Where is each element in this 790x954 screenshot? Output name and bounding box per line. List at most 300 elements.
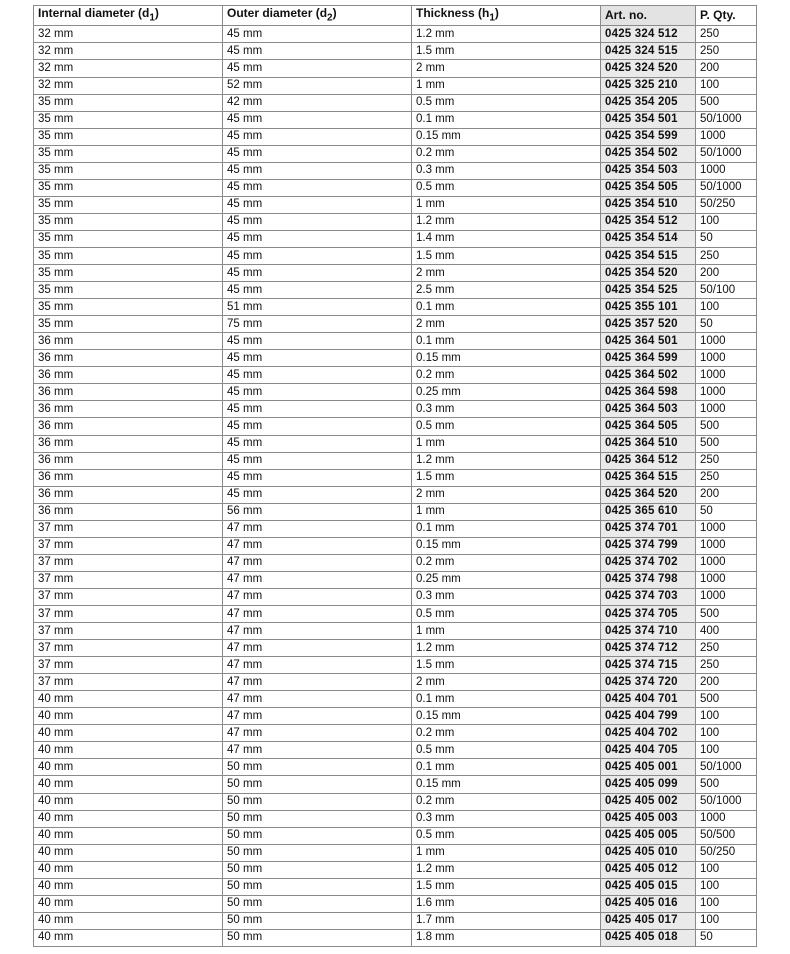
thickness-cell: 1.2 mm: [412, 26, 601, 43]
art-no-cell: 0425 354 205: [601, 94, 696, 111]
pack-qty-cell: 1000: [696, 350, 757, 367]
internal-diameter-cell: 36 mm: [34, 350, 223, 367]
art-no-cell: 0425 374 702: [601, 554, 696, 571]
art-no-cell: 0425 404 799: [601, 708, 696, 725]
table-row: [34, 265, 757, 282]
outer-diameter-cell: 45 mm: [223, 111, 412, 128]
art-no-cell: 0425 354 505: [601, 179, 696, 196]
art-no-cell: 0425 325 210: [601, 77, 696, 94]
outer-diameter-cell: 50 mm: [223, 929, 412, 946]
thickness-cell: 0.5 mm: [412, 742, 601, 759]
pack-qty-cell: 200: [696, 265, 757, 282]
pack-qty-cell: 500: [696, 418, 757, 435]
art-no-cell: 0425 364 502: [601, 367, 696, 384]
outer-diameter-cell: 50 mm: [223, 844, 412, 861]
thickness-cell: 2 mm: [412, 265, 601, 282]
internal-diameter-cell: 35 mm: [34, 94, 223, 111]
art-no-cell: 0425 405 002: [601, 793, 696, 810]
internal-diameter-cell: 40 mm: [34, 725, 223, 742]
outer-diameter-cell: 47 mm: [223, 742, 412, 759]
thickness-cell: 1.5 mm: [412, 43, 601, 60]
pack-qty-cell: 1000: [696, 384, 757, 401]
table-row: [34, 912, 757, 929]
thickness-cell: 0.1 mm: [412, 111, 601, 128]
pack-qty-cell: 250: [696, 469, 757, 486]
outer-diameter-cell: 45 mm: [223, 43, 412, 60]
table-row: [34, 827, 757, 844]
internal-diameter-cell: 37 mm: [34, 657, 223, 674]
outer-diameter-cell: 45 mm: [223, 282, 412, 299]
thickness-cell: 0.15 mm: [412, 537, 601, 554]
outer-diameter-cell: 45 mm: [223, 213, 412, 230]
thickness-cell: 0.1 mm: [412, 299, 601, 316]
art-no-cell: 0425 374 712: [601, 640, 696, 657]
pack-qty-cell: 100: [696, 861, 757, 878]
outer-diameter-cell: 47 mm: [223, 605, 412, 622]
pack-qty-cell: 200: [696, 674, 757, 691]
outer-diameter-cell: 50 mm: [223, 793, 412, 810]
outer-diameter-cell: 45 mm: [223, 367, 412, 384]
art-no-cell: 0425 364 599: [601, 350, 696, 367]
outer-diameter-cell: 47 mm: [223, 571, 412, 588]
outer-diameter-cell: 50 mm: [223, 776, 412, 793]
pack-qty-cell: 1000: [696, 520, 757, 537]
table-row: [34, 878, 757, 895]
table-row: [34, 230, 757, 247]
table-row: [34, 196, 757, 213]
internal-diameter-cell: 35 mm: [34, 265, 223, 282]
internal-diameter-cell: 32 mm: [34, 77, 223, 94]
table-row: [34, 537, 757, 554]
table-row: [34, 708, 757, 725]
table-row: [34, 674, 757, 691]
table-row: [34, 128, 757, 145]
pack-qty-cell: 50/1000: [696, 111, 757, 128]
table-row: [34, 145, 757, 162]
art-no-cell: 0425 374 715: [601, 657, 696, 674]
outer-diameter-cell: 45 mm: [223, 435, 412, 452]
internal-diameter-cell: 36 mm: [34, 401, 223, 418]
thickness-cell: 0.3 mm: [412, 588, 601, 605]
internal-diameter-cell: 40 mm: [34, 929, 223, 946]
pack-qty-cell: 250: [696, 26, 757, 43]
table-row: [34, 43, 757, 60]
thickness-cell: 1.7 mm: [412, 912, 601, 929]
thickness-cell: 0.15 mm: [412, 708, 601, 725]
thickness-cell: 0.5 mm: [412, 94, 601, 111]
table-row: [34, 94, 757, 111]
thickness-cell: 0.2 mm: [412, 367, 601, 384]
art-no-cell: 0425 364 520: [601, 486, 696, 503]
art-no-cell: 0425 405 017: [601, 912, 696, 929]
thickness-cell: 1 mm: [412, 196, 601, 213]
pack-qty-cell: 1000: [696, 554, 757, 571]
table-row: [34, 469, 757, 486]
pack-qty-cell: 500: [696, 605, 757, 622]
art-no-cell: 0425 364 510: [601, 435, 696, 452]
art-no-cell: 0425 354 510: [601, 196, 696, 213]
thickness-cell: 2 mm: [412, 674, 601, 691]
internal-diameter-cell: 36 mm: [34, 486, 223, 503]
thickness-cell: 1 mm: [412, 503, 601, 520]
pack-qty-cell: 50/250: [696, 844, 757, 861]
internal-diameter-cell: 35 mm: [34, 282, 223, 299]
outer-diameter-cell: 47 mm: [223, 588, 412, 605]
outer-diameter-cell: 45 mm: [223, 128, 412, 145]
art-no-cell: 0425 354 503: [601, 162, 696, 179]
thickness-cell: 1.2 mm: [412, 452, 601, 469]
pack-qty-cell: 250: [696, 248, 757, 265]
product-table: [33, 5, 757, 947]
internal-diameter-cell: 32 mm: [34, 26, 223, 43]
internal-diameter-cell: 40 mm: [34, 742, 223, 759]
pack-qty-cell: 500: [696, 435, 757, 452]
art-no-cell: 0425 364 515: [601, 469, 696, 486]
pack-qty-cell: 50/1000: [696, 179, 757, 196]
pack-qty-cell: 200: [696, 60, 757, 77]
art-no-cell: 0425 354 501: [601, 111, 696, 128]
pack-qty-cell: 100: [696, 725, 757, 742]
header-pack-qty: P. Qty.: [696, 6, 757, 26]
outer-diameter-cell: 50 mm: [223, 912, 412, 929]
table-row: [34, 60, 757, 77]
pack-qty-cell: 250: [696, 640, 757, 657]
art-no-cell: 0425 324 515: [601, 43, 696, 60]
internal-diameter-cell: 36 mm: [34, 333, 223, 350]
art-no-cell: 0425 355 101: [601, 299, 696, 316]
art-no-cell: 0425 405 012: [601, 861, 696, 878]
internal-diameter-cell: 40 mm: [34, 793, 223, 810]
thickness-cell: 0.1 mm: [412, 759, 601, 776]
thickness-cell: 1 mm: [412, 844, 601, 861]
outer-diameter-cell: 45 mm: [223, 452, 412, 469]
thickness-cell: 0.5 mm: [412, 827, 601, 844]
outer-diameter-cell: 45 mm: [223, 26, 412, 43]
art-no-cell: 0425 364 505: [601, 418, 696, 435]
thickness-cell: 0.2 mm: [412, 793, 601, 810]
thickness-cell: 2.5 mm: [412, 282, 601, 299]
internal-diameter-cell: 37 mm: [34, 571, 223, 588]
art-no-cell: 0425 374 798: [601, 571, 696, 588]
pack-qty-cell: 50/1000: [696, 759, 757, 776]
thickness-cell: 0.2 mm: [412, 554, 601, 571]
table-row: [34, 844, 757, 861]
art-no-cell: 0425 357 520: [601, 316, 696, 333]
internal-diameter-cell: 35 mm: [34, 179, 223, 196]
table-row: [34, 213, 757, 230]
art-no-cell: 0425 364 501: [601, 333, 696, 350]
thickness-cell: 1.6 mm: [412, 895, 601, 912]
pack-qty-cell: 1000: [696, 588, 757, 605]
thickness-cell: 0.25 mm: [412, 384, 601, 401]
thickness-cell: 1.2 mm: [412, 861, 601, 878]
pack-qty-cell: 100: [696, 912, 757, 929]
header-art-no: Art. no.: [601, 6, 696, 26]
internal-diameter-cell: 35 mm: [34, 230, 223, 247]
table-row: [34, 929, 757, 946]
art-no-cell: 0425 374 720: [601, 674, 696, 691]
internal-diameter-cell: 40 mm: [34, 810, 223, 827]
header-outer-diameter: Outer diameter $(d_2)$: [223, 6, 412, 26]
table-row: [34, 179, 757, 196]
internal-diameter-cell: 40 mm: [34, 827, 223, 844]
table-row: [34, 486, 757, 503]
internal-diameter-cell: 32 mm: [34, 43, 223, 60]
outer-diameter-cell: 45 mm: [223, 162, 412, 179]
internal-diameter-cell: 37 mm: [34, 674, 223, 691]
table-row: [34, 640, 757, 657]
pack-qty-cell: 50: [696, 316, 757, 333]
table-row: [34, 810, 757, 827]
pack-qty-cell: 500: [696, 691, 757, 708]
art-no-cell: 0425 405 010: [601, 844, 696, 861]
pack-qty-cell: 1000: [696, 401, 757, 418]
art-no-cell: 0425 354 520: [601, 265, 696, 282]
art-no-cell: 0425 354 502: [601, 145, 696, 162]
art-no-cell: 0425 354 512: [601, 213, 696, 230]
table-row: [34, 401, 757, 418]
pack-qty-cell: 200: [696, 486, 757, 503]
pack-qty-cell: 100: [696, 77, 757, 94]
internal-diameter-cell: 35 mm: [34, 111, 223, 128]
thickness-cell: 0.5 mm: [412, 418, 601, 435]
thickness-cell: 1.5 mm: [412, 469, 601, 486]
table-row: [34, 605, 757, 622]
internal-diameter-cell: 36 mm: [34, 503, 223, 520]
table-row: [34, 623, 757, 640]
pack-qty-cell: 250: [696, 452, 757, 469]
outer-diameter-cell: 45 mm: [223, 350, 412, 367]
pack-qty-cell: 50/500: [696, 827, 757, 844]
pack-qty-cell: 100: [696, 213, 757, 230]
table-row: [34, 333, 757, 350]
outer-diameter-cell: 50 mm: [223, 878, 412, 895]
thickness-cell: 1.5 mm: [412, 878, 601, 895]
pack-qty-cell: 1000: [696, 333, 757, 350]
table-row: [34, 895, 757, 912]
pack-qty-cell: 50/100: [696, 282, 757, 299]
table-row: [34, 554, 757, 571]
table-row: [34, 282, 757, 299]
outer-diameter-cell: 45 mm: [223, 401, 412, 418]
pack-qty-cell: 100: [696, 742, 757, 759]
outer-diameter-cell: 50 mm: [223, 810, 412, 827]
internal-diameter-cell: 40 mm: [34, 708, 223, 725]
thickness-cell: 0.1 mm: [412, 333, 601, 350]
thickness-cell: 1.5 mm: [412, 248, 601, 265]
art-no-cell: 0425 364 512: [601, 452, 696, 469]
table-row: [34, 248, 757, 265]
pack-qty-cell: 500: [696, 776, 757, 793]
thickness-cell: 0.1 mm: [412, 520, 601, 537]
outer-diameter-cell: 45 mm: [223, 179, 412, 196]
art-no-cell: 0425 404 705: [601, 742, 696, 759]
outer-diameter-cell: 47 mm: [223, 554, 412, 571]
table-row: [34, 316, 757, 333]
table-row: [34, 759, 757, 776]
outer-diameter-cell: 45 mm: [223, 418, 412, 435]
pack-qty-cell: 500: [696, 94, 757, 111]
table-row: [34, 367, 757, 384]
table-row: [34, 793, 757, 810]
pack-qty-cell: 50/250: [696, 196, 757, 213]
internal-diameter-cell: 35 mm: [34, 248, 223, 265]
art-no-cell: 0425 354 515: [601, 248, 696, 265]
thickness-cell: 2 mm: [412, 316, 601, 333]
art-no-cell: 0425 404 702: [601, 725, 696, 742]
outer-diameter-cell: 45 mm: [223, 230, 412, 247]
thickness-cell: 1.4 mm: [412, 230, 601, 247]
thickness-cell: 0.3 mm: [412, 401, 601, 418]
internal-diameter-cell: 40 mm: [34, 861, 223, 878]
internal-diameter-cell: 35 mm: [34, 128, 223, 145]
pack-qty-cell: 250: [696, 657, 757, 674]
internal-diameter-cell: 37 mm: [34, 623, 223, 640]
thickness-cell: 0.15 mm: [412, 776, 601, 793]
outer-diameter-cell: 47 mm: [223, 674, 412, 691]
internal-diameter-cell: 37 mm: [34, 537, 223, 554]
internal-diameter-cell: 35 mm: [34, 299, 223, 316]
table-row: [34, 725, 757, 742]
outer-diameter-cell: 47 mm: [223, 520, 412, 537]
outer-diameter-cell: 42 mm: [223, 94, 412, 111]
pack-qty-cell: 1000: [696, 162, 757, 179]
thickness-cell: 0.2 mm: [412, 725, 601, 742]
art-no-cell: 0425 374 701: [601, 520, 696, 537]
pack-qty-cell: 1000: [696, 810, 757, 827]
table-row: [34, 571, 757, 588]
outer-diameter-cell: 45 mm: [223, 469, 412, 486]
internal-diameter-cell: 40 mm: [34, 691, 223, 708]
art-no-cell: 0425 405 018: [601, 929, 696, 946]
thickness-cell: 1 mm: [412, 77, 601, 94]
art-no-cell: 0425 405 099: [601, 776, 696, 793]
thickness-cell: 1 mm: [412, 435, 601, 452]
thickness-cell: 2 mm: [412, 486, 601, 503]
internal-diameter-cell: 35 mm: [34, 162, 223, 179]
internal-diameter-cell: 40 mm: [34, 878, 223, 895]
outer-diameter-cell: 45 mm: [223, 60, 412, 77]
outer-diameter-cell: 45 mm: [223, 486, 412, 503]
outer-diameter-cell: 45 mm: [223, 248, 412, 265]
internal-diameter-cell: 36 mm: [34, 452, 223, 469]
pack-qty-cell: 1000: [696, 537, 757, 554]
pack-qty-cell: 100: [696, 895, 757, 912]
header-row: [34, 6, 757, 26]
pack-qty-cell: 100: [696, 299, 757, 316]
thickness-cell: 0.5 mm: [412, 179, 601, 196]
thickness-cell: 0.5 mm: [412, 605, 601, 622]
thickness-cell: 1.8 mm: [412, 929, 601, 946]
table-row: [34, 162, 757, 179]
table-row: [34, 776, 757, 793]
table-row: [34, 657, 757, 674]
pack-qty-cell: 50: [696, 230, 757, 247]
table-row: [34, 742, 757, 759]
pack-qty-cell: 100: [696, 708, 757, 725]
table-row: [34, 299, 757, 316]
outer-diameter-cell: 45 mm: [223, 333, 412, 350]
outer-diameter-cell: 47 mm: [223, 691, 412, 708]
table-row: [34, 350, 757, 367]
pack-qty-cell: 50/1000: [696, 793, 757, 810]
internal-diameter-cell: 36 mm: [34, 435, 223, 452]
thickness-cell: 1.2 mm: [412, 640, 601, 657]
art-no-cell: 0425 404 701: [601, 691, 696, 708]
table-row: [34, 503, 757, 520]
outer-diameter-cell: 75 mm: [223, 316, 412, 333]
internal-diameter-cell: 37 mm: [34, 640, 223, 657]
thickness-cell: 0.15 mm: [412, 128, 601, 145]
outer-diameter-cell: 50 mm: [223, 861, 412, 878]
thickness-cell: 0.1 mm: [412, 691, 601, 708]
outer-diameter-cell: 47 mm: [223, 623, 412, 640]
thickness-cell: 0.2 mm: [412, 145, 601, 162]
internal-diameter-cell: 36 mm: [34, 367, 223, 384]
pack-qty-cell: 1000: [696, 571, 757, 588]
art-no-cell: 0425 354 599: [601, 128, 696, 145]
art-no-cell: 0425 374 799: [601, 537, 696, 554]
thickness-cell: 1 mm: [412, 623, 601, 640]
outer-diameter-cell: 50 mm: [223, 895, 412, 912]
outer-diameter-cell: 45 mm: [223, 196, 412, 213]
art-no-cell: 0425 324 520: [601, 60, 696, 77]
thickness-cell: 0.3 mm: [412, 162, 601, 179]
outer-diameter-cell: 47 mm: [223, 537, 412, 554]
outer-diameter-cell: 47 mm: [223, 640, 412, 657]
internal-diameter-cell: 37 mm: [34, 588, 223, 605]
outer-diameter-cell: 50 mm: [223, 827, 412, 844]
internal-diameter-cell: 36 mm: [34, 384, 223, 401]
header-thickness: Thickness $(h_1)$: [412, 6, 601, 26]
thickness-cell: 1.2 mm: [412, 213, 601, 230]
internal-diameter-cell: 32 mm: [34, 60, 223, 77]
art-no-cell: 0425 405 015: [601, 878, 696, 895]
thickness-cell: 1.5 mm: [412, 657, 601, 674]
internal-diameter-cell: 36 mm: [34, 469, 223, 486]
pack-qty-cell: 1000: [696, 128, 757, 145]
art-no-cell: 0425 354 514: [601, 230, 696, 247]
pack-qty-cell: 100: [696, 878, 757, 895]
internal-diameter-cell: 37 mm: [34, 605, 223, 622]
pack-qty-cell: 50/1000: [696, 145, 757, 162]
art-no-cell: 0425 405 005: [601, 827, 696, 844]
art-no-cell: 0425 365 610: [601, 503, 696, 520]
internal-diameter-cell: 35 mm: [34, 145, 223, 162]
table-row: [34, 435, 757, 452]
table-row: [34, 384, 757, 401]
art-no-cell: 0425 374 705: [601, 605, 696, 622]
art-no-cell: 0425 374 703: [601, 588, 696, 605]
table-row: [34, 520, 757, 537]
outer-diameter-cell: 45 mm: [223, 384, 412, 401]
pack-qty-cell: 400: [696, 623, 757, 640]
internal-diameter-cell: 36 mm: [34, 418, 223, 435]
outer-diameter-cell: 51 mm: [223, 299, 412, 316]
internal-diameter-cell: 35 mm: [34, 196, 223, 213]
art-no-cell: 0425 374 710: [601, 623, 696, 640]
pack-qty-cell: 250: [696, 43, 757, 60]
internal-diameter-cell: 40 mm: [34, 776, 223, 793]
internal-diameter-cell: 35 mm: [34, 316, 223, 333]
pack-qty-cell: 1000: [696, 367, 757, 384]
internal-diameter-cell: 40 mm: [34, 759, 223, 776]
table-row: [34, 418, 757, 435]
thickness-cell: 2 mm: [412, 60, 601, 77]
table-row: [34, 452, 757, 469]
table-row: [34, 691, 757, 708]
thickness-cell: 0.15 mm: [412, 350, 601, 367]
